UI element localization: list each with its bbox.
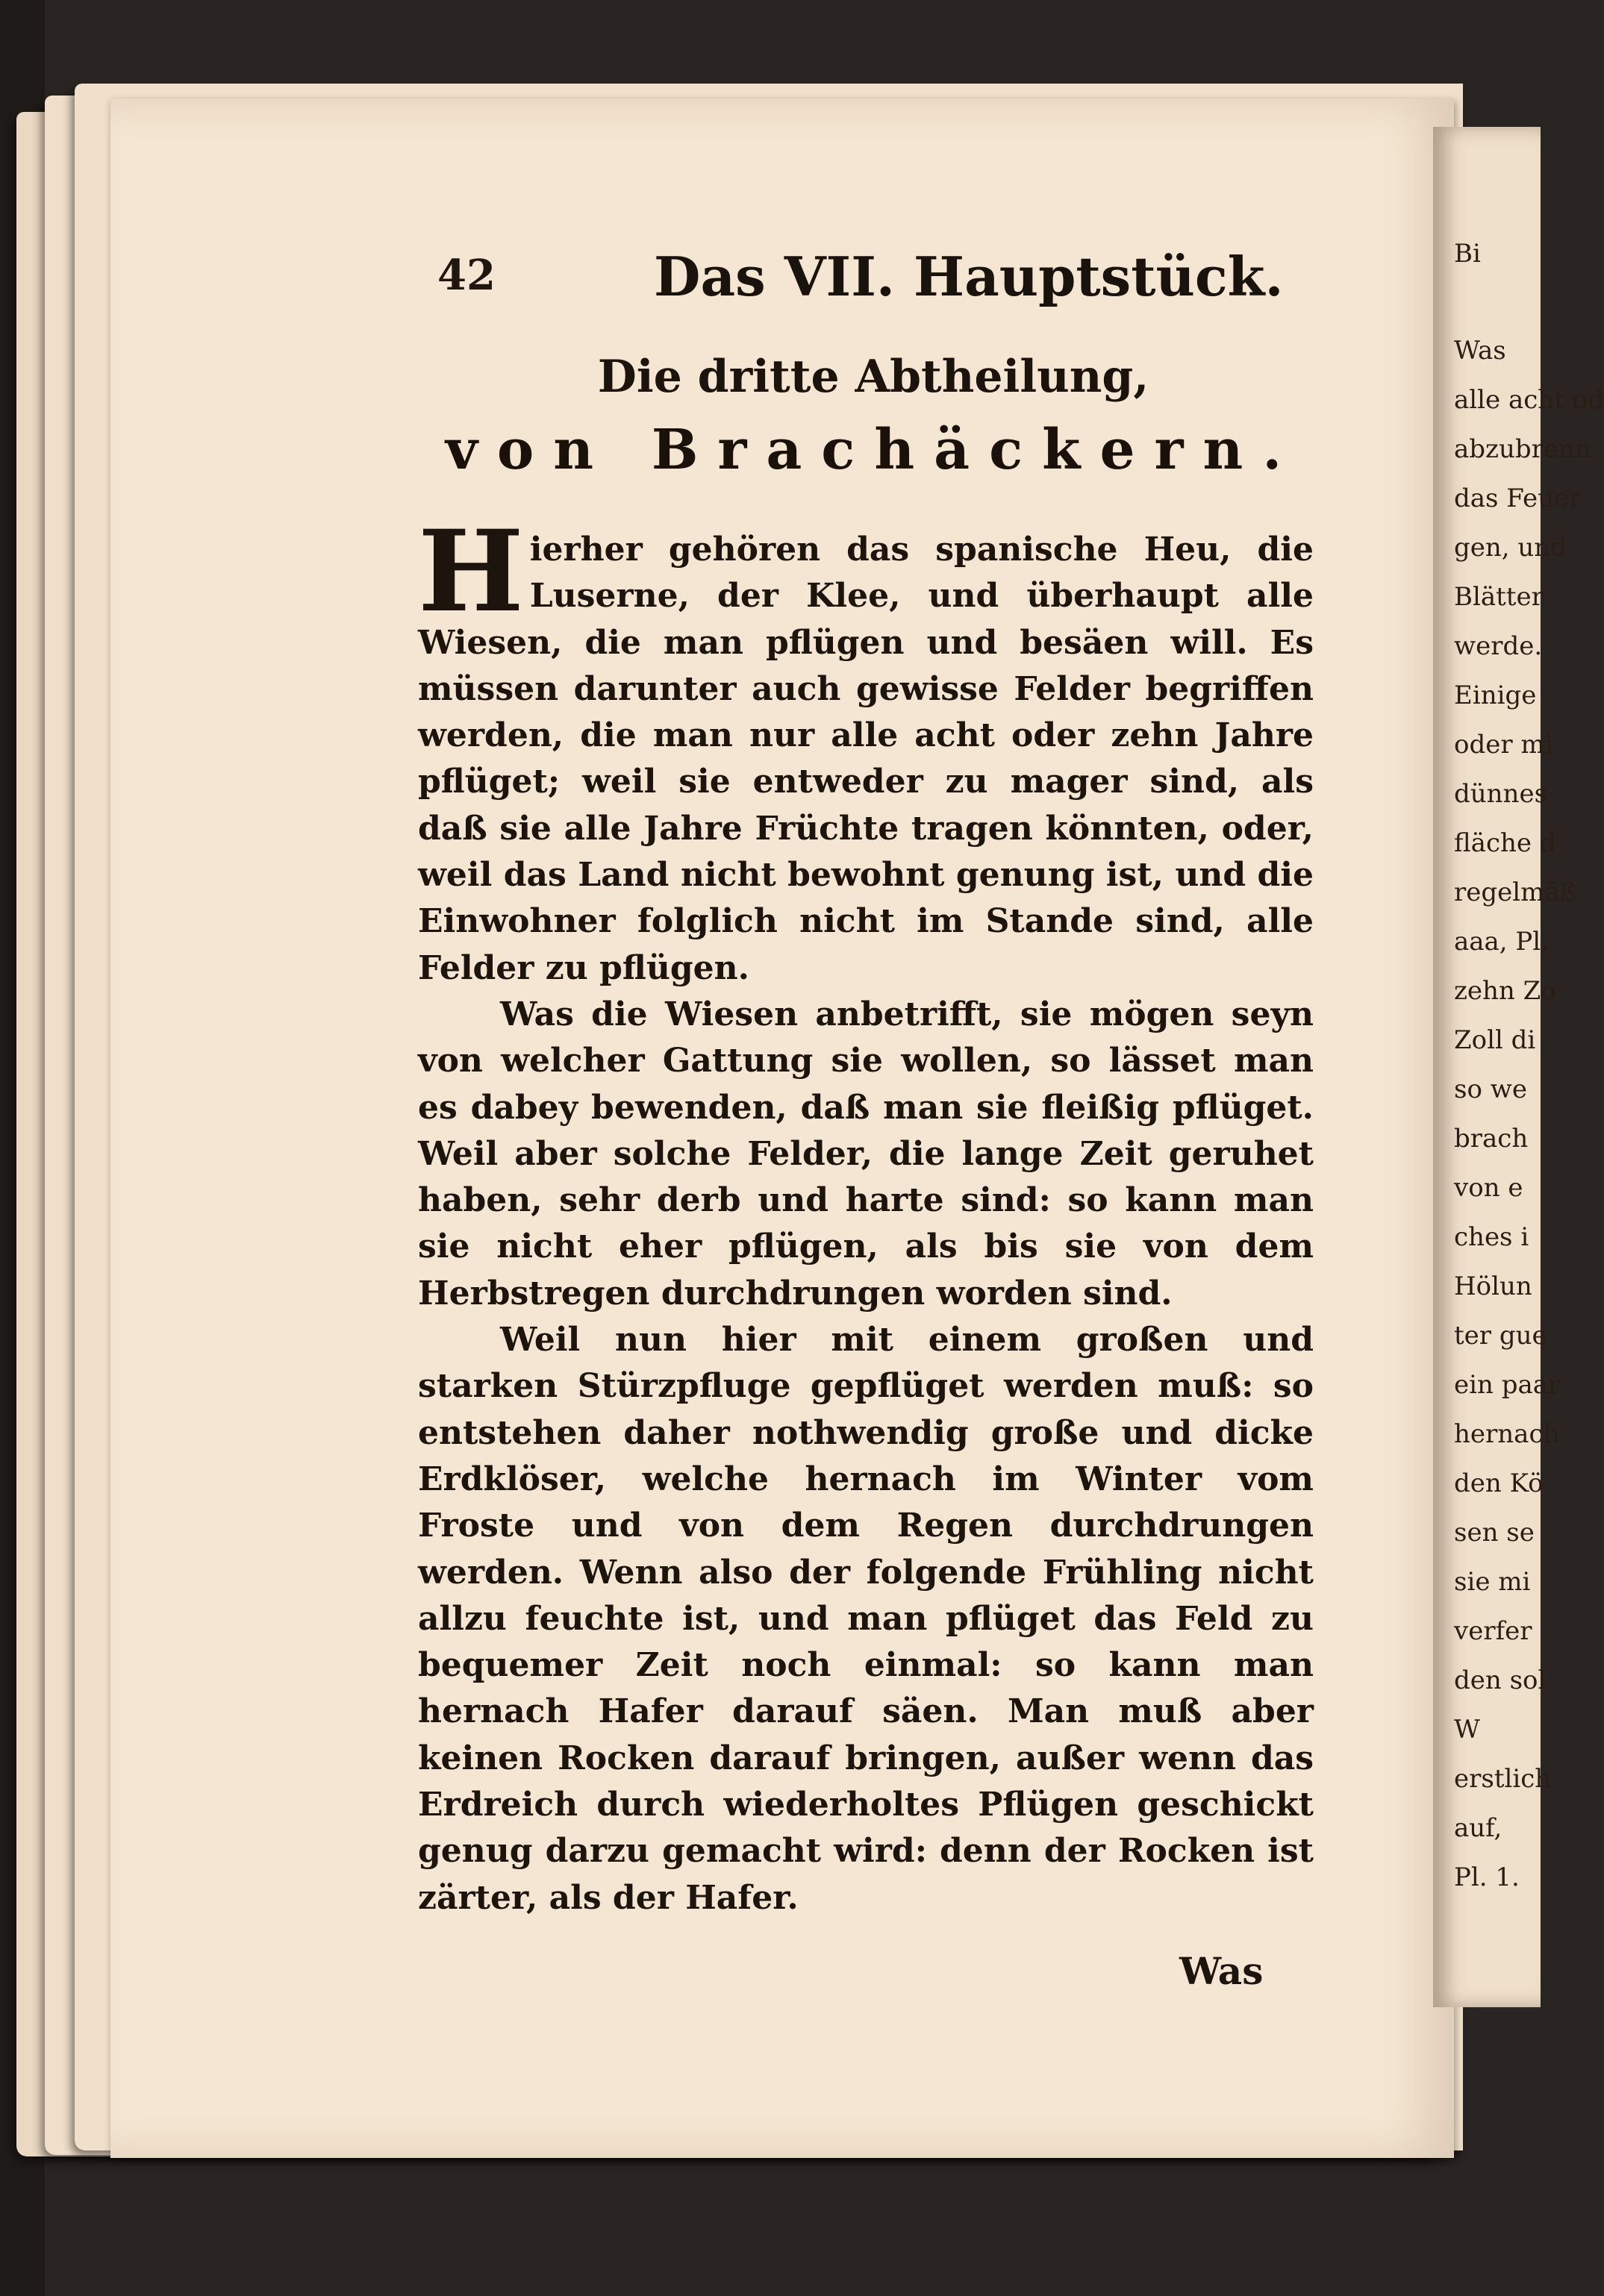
next-page-fragment: brach bbox=[1454, 1124, 1529, 1154]
next-page-fragment: sen se bbox=[1454, 1518, 1535, 1548]
next-page-fragment: Was bbox=[1454, 336, 1506, 366]
next-page-fragment: alle acht od bbox=[1454, 385, 1604, 415]
drop-cap: H bbox=[418, 506, 524, 637]
next-page-edge bbox=[1433, 127, 1604, 2007]
next-page-fragment: Pl. 1. bbox=[1454, 1862, 1520, 1892]
next-page-fragment: den Kö bbox=[1454, 1468, 1544, 1498]
section-title: Die dritte Abtheilung, bbox=[597, 351, 1149, 403]
paragraph-text: ierher gehören das spanische Heu, die Luserne, der Klee, und überhaupt alle Wiesen, die man pflügen und besäen will. Es müssen darunter auch gewisse Felder begriffen werden, die man nur alle acht oder zehn Jahre pflüget; weil sie entweder zu mager sind, als daß sie alle Jahre Früchte tragen könnten, oder, weil das Land nicht bewohnt genung ist, und die Einwohner folglich nicht im Stande sind, alle Felder zu pflügen. bbox=[418, 531, 1314, 987]
running-head: Das VII. Hauptstück. bbox=[654, 245, 1284, 308]
catchword: Was bbox=[1179, 1949, 1264, 1993]
next-page-fragment: werde. bbox=[1454, 631, 1543, 661]
next-page-fragment: ein paar bbox=[1454, 1370, 1561, 1400]
paragraph bbox=[418, 506, 1314, 992]
next-page-fragment: ches i bbox=[1454, 1222, 1529, 1252]
next-page-fragment: auf, bbox=[1454, 1813, 1502, 1843]
next-page-fragment: verfer bbox=[1454, 1616, 1532, 1646]
next-page-fragment: gen, und bbox=[1454, 533, 1567, 563]
page-number: 42 bbox=[437, 251, 496, 300]
paragraph: Weil nun hier mit einem großen und starken Stürzpfluge gepflüget werden muß: so entstehen daher nothwendig große und dicke Erdklöser, welche hernach im Winter vom Froste und von dem Regen durchdrungen werden. Wenn also der folgende Frühling nicht allzu feuchte ist, und man pflüget das Feld zu bequemer Zeit noch einmal: so kann man hernach Hafer darauf säen. Man muß aber keinen Rocken darauf bringen, außer wenn das Erdreich durch wiederholtes Pflügen geschickt genug darzu gemacht wird: denn der Rocken ist zärter, als der Hafer. bbox=[418, 1321, 1314, 1917]
next-page-fragment: sie mi bbox=[1454, 1567, 1531, 1597]
next-page-fragment: hernach bbox=[1454, 1419, 1560, 1449]
next-page-fragment: zehn Zo bbox=[1454, 976, 1556, 1006]
next-page-fragment: Hölun bbox=[1454, 1271, 1532, 1301]
next-page-fragment: regelmäß bbox=[1454, 878, 1577, 907]
paragraph: Was die Wiesen anbetrifft, sie mögen seyn von welcher Gattung sie wollen, so lässet man es dabey bewenden, daß man sie fleißig pflüget. Weil aber solche Felder, die lange Zeit geruhet haben, sehr derb und harte sind: so kann man sie nicht eher pflügen, als bis sie von dem Herbstregen durchdrungen worden sind. bbox=[418, 995, 1314, 1313]
next-page-fragment: Zoll di bbox=[1454, 1025, 1536, 1055]
next-page-fragment: abzubrenn bbox=[1454, 434, 1591, 464]
next-page-fragment: W bbox=[1454, 1715, 1480, 1745]
next-page-fragment: den sol bbox=[1454, 1665, 1547, 1695]
next-page-fragment: Blätter bbox=[1454, 582, 1544, 612]
page-header bbox=[437, 245, 1303, 310]
next-page-fragment: dünnes bbox=[1454, 779, 1548, 809]
next-page-fragment: Einige bbox=[1454, 681, 1537, 710]
section-subtitle: von Brachäckern. bbox=[445, 418, 1302, 482]
next-page-fragment: das Feuer bbox=[1454, 484, 1582, 513]
next-page-fragment: Bi bbox=[1454, 239, 1481, 269]
next-page-fragment: oder mi bbox=[1454, 730, 1553, 760]
next-page-fragment: ter gue bbox=[1454, 1321, 1547, 1351]
body-text bbox=[418, 506, 1314, 1921]
next-page-fragment: so we bbox=[1454, 1075, 1527, 1104]
next-page-fragment: von e bbox=[1454, 1173, 1523, 1203]
next-page-fragment: fläche d bbox=[1454, 828, 1556, 858]
next-page-fragment: erstlich bbox=[1454, 1764, 1552, 1794]
next-page-fragment: aaa, Pl. bbox=[1454, 927, 1549, 957]
